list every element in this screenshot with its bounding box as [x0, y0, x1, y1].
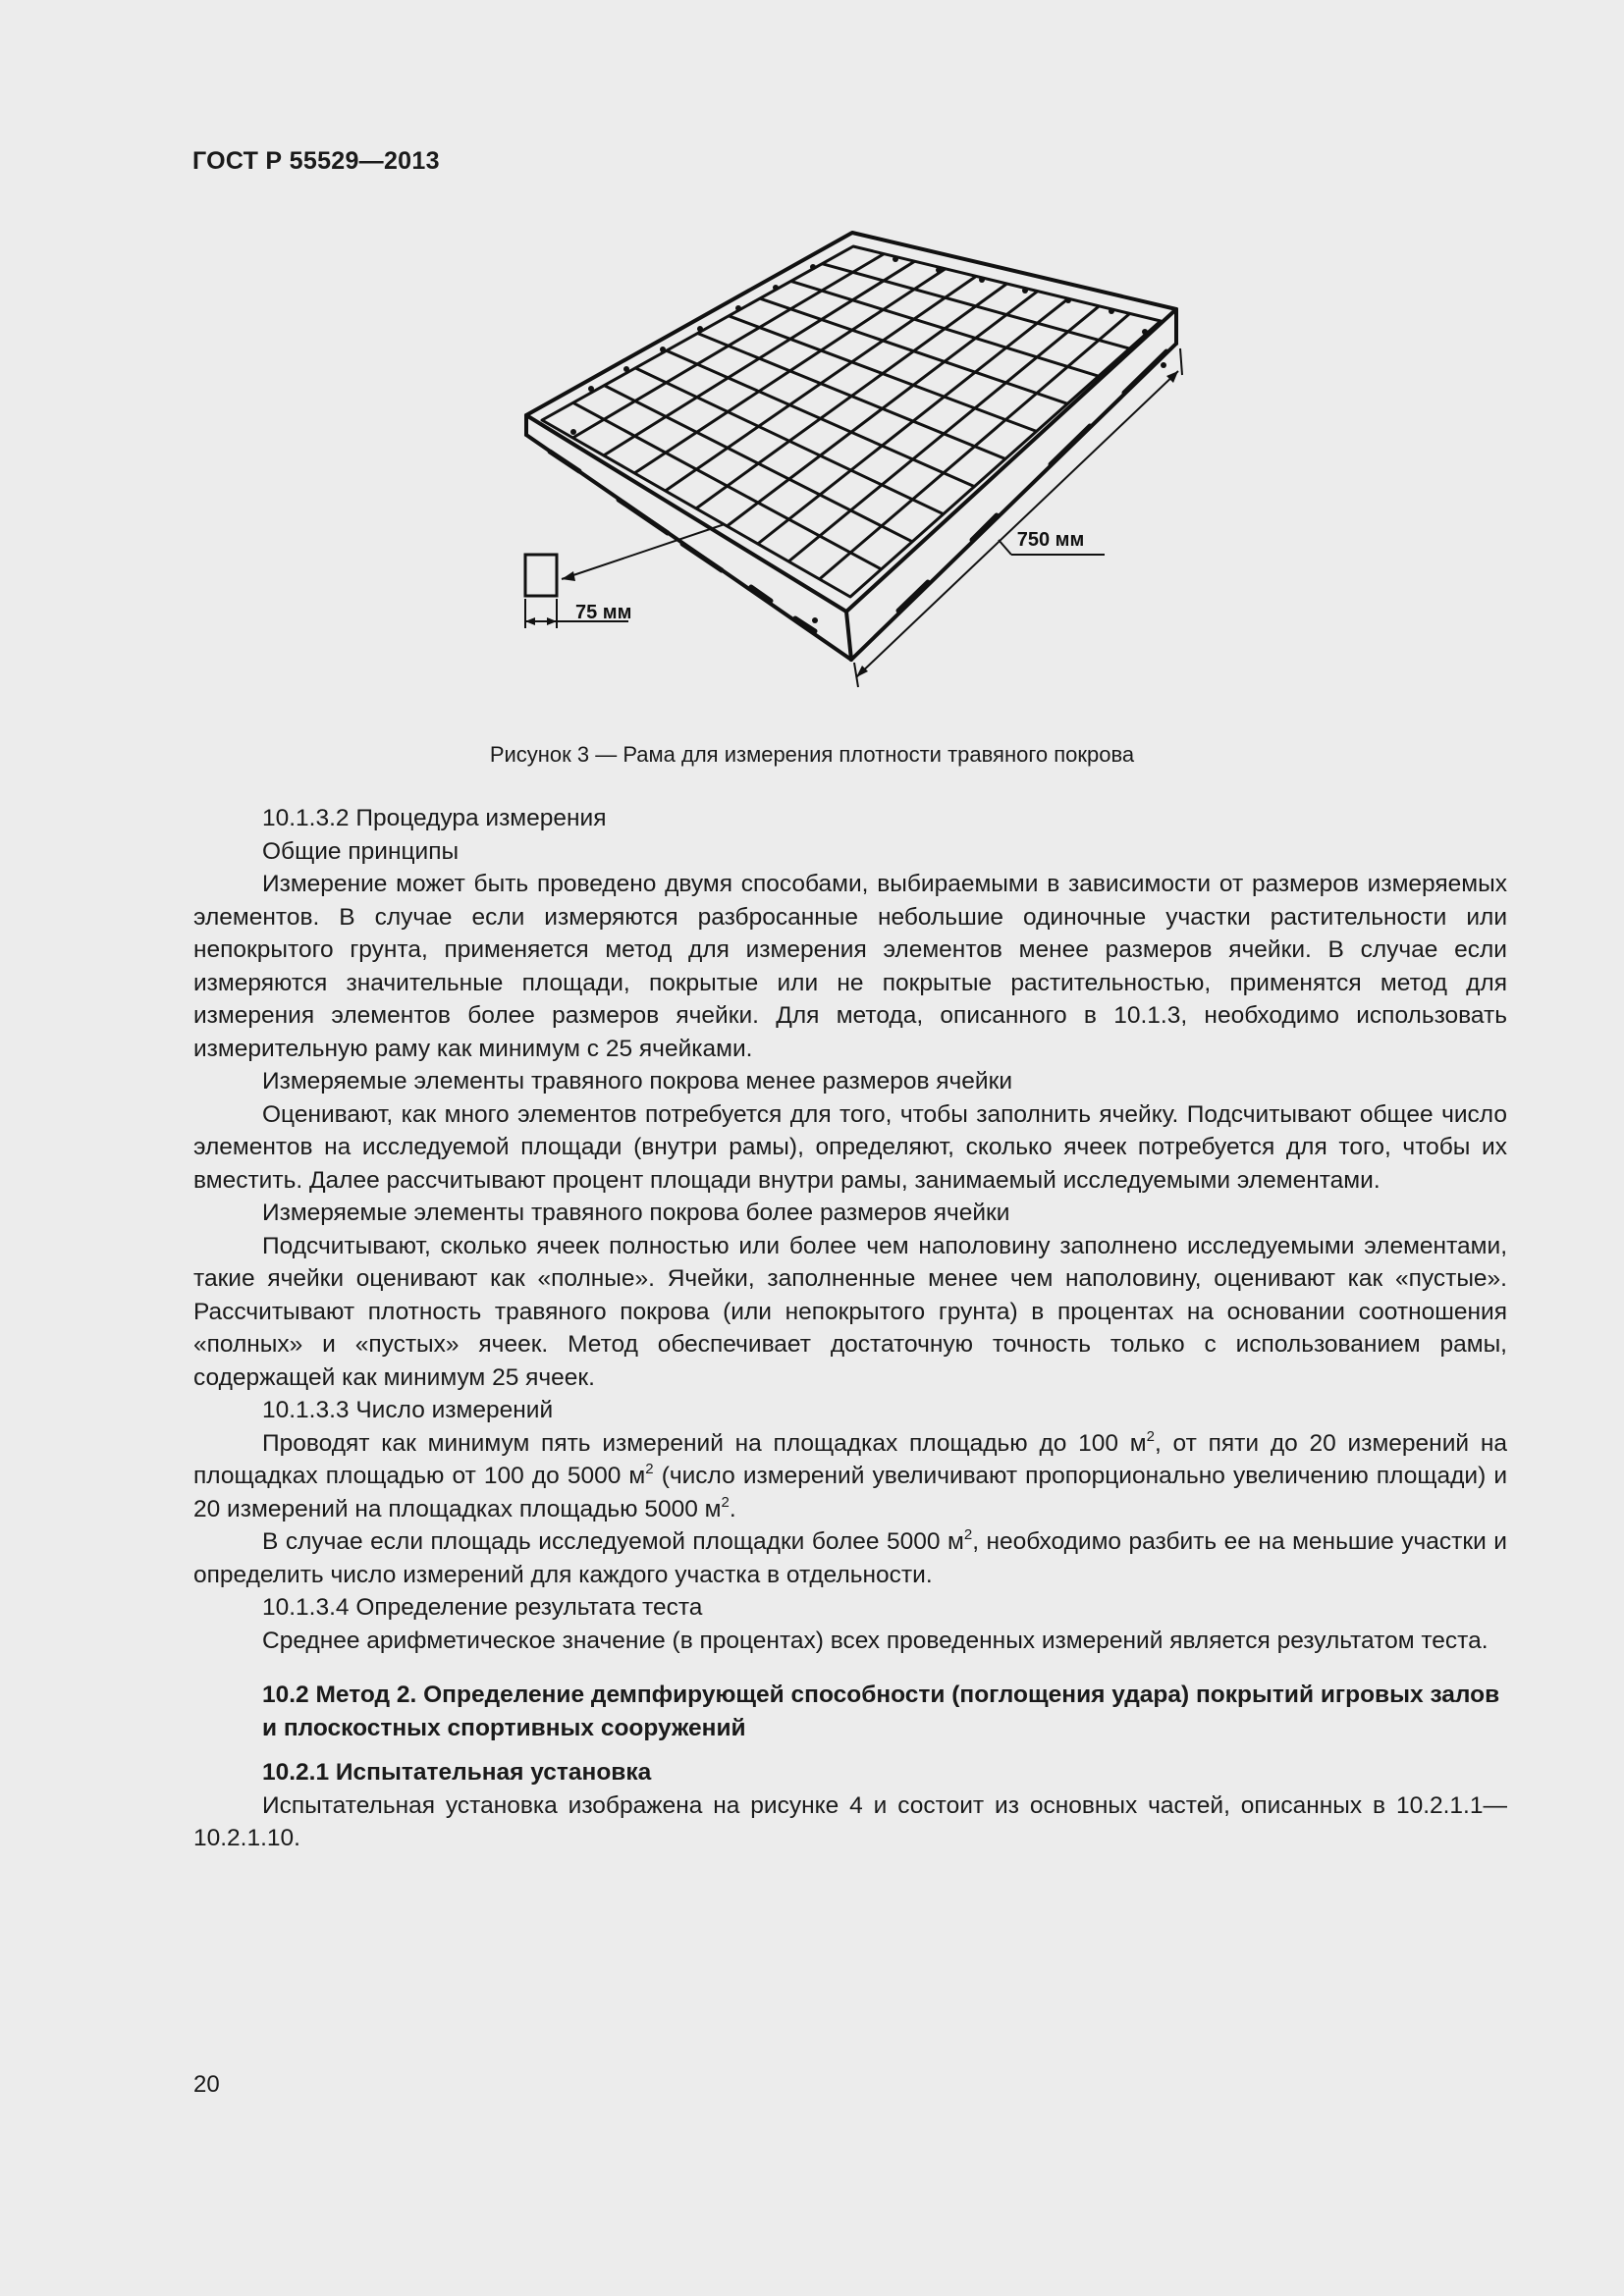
paragraph: Оценивают, как много элементов потребуется для того, чтобы заполнить ячейку. Подсчитывают общее число элементов на исследуемой площади (внутри рамы), определяют, сколько ячеек потребуется для того, чтобы их вместить. Далее рассчитывают процент площади внутри рамы, занимаемый исследуемыми элементами. — [193, 1100, 1507, 1194]
measuring-frame-drawing — [511, 216, 1198, 697]
paragraph: Среднее арифметическое значение (в процентах) всех проведенных измерений является результатом теста. — [262, 1627, 1489, 1654]
paragraph: Испытательная установка изображена на рисунке 4 и состоит из основных частей, описанных в 10.2.1.1—10.2.1.10. — [193, 1791, 1507, 1851]
page-number: 20 — [193, 2071, 220, 2098]
subsection-label: Общие принципы — [262, 837, 460, 865]
figure-caption: Рисунок 3 — Рама для измерения плотности травяного покрова — [489, 742, 1135, 767]
grid-line — [727, 292, 1037, 526]
paragraph: Подсчитывают, сколько ячеек полностью или более чем наполовину заполнено исследуемыми элементами, такие ячейки оценивают как «полные». Ячейки, заполненные менее чем наполовину, оценивают как «пустые». Рассчитывают плотность травяного покрова (или непокрытого грунта) в процентах на основании соотношения «полных» и «пустых» ячеек. Метод обеспечивает достаточную точность только с использованием рамы, содержащей как минимум 25 ячеек. — [193, 1232, 1507, 1391]
grid-line — [696, 284, 1007, 508]
section-title: 10.1.3.3 Число измерений — [262, 1397, 554, 1423]
section-heading: 10.2 Метод 2. Определение демпфирующей способности (поглощения удара) покрытий игровых залов и плоскостных спортивных сооружений — [262, 1682, 1500, 1741]
document-header: ГОСТ Р 55529—2013 — [192, 147, 440, 175]
section-title: 10.1.3.2 Процедура измерения — [262, 805, 607, 831]
frame-size-label: 750 мм — [1016, 529, 1085, 551]
paragraph: Проводят как минимум пять измерений на площадках площадью до 100 $м^2$, от пяти до 20 измерений на площадках площадью от 100 до 5000 $м^2$ (число измерений увеличивают пропорционально увеличению площади) и 20 измерений на площадках площадью 5000 $м^2$. — [193, 1427, 1508, 1522]
frame-figure — [511, 216, 1198, 697]
subsection-label: Измеряемые элементы травяного покрова более размеров ячейки — [262, 1200, 1010, 1226]
subsection-heading: 10.2.1 Испытательная установка — [262, 1759, 652, 1786]
section-title: 10.1.3.4 Определение результата теста — [262, 1594, 703, 1621]
cell-size-label: 75 мм — [575, 602, 632, 623]
grid-line — [758, 298, 1068, 544]
subsection-label: Измеряемые элементы травяного покрова менее размеров ячейки — [262, 1068, 1013, 1095]
paragraph: В случае если площадь исследуемой площадки более 5000 $м^2$, необходимо разбить ее на меньшие участки и определить число измерений для каждого участка в отдельности. — [193, 1526, 1507, 1588]
paragraph: Измерение может быть проведено двумя способами, выбираемыми в зависимости от размеров измеряемых элементов. В случае если измеряются разбросанные небольшие одиночные участки растительности или непокрытого грунта, применяется метод для измерения элементов менее размеров ячейки. В случае если измеряются значительные площади, покрытые или не покрытые растительностью, применятся метод для измерения элементов более размеров ячейки. Для метода, описанного в 10.1.3, необходимо использовать измерительную раму как минимум с 25 ячейками. — [193, 871, 1507, 1062]
document-body — [193, 802, 1507, 1855]
